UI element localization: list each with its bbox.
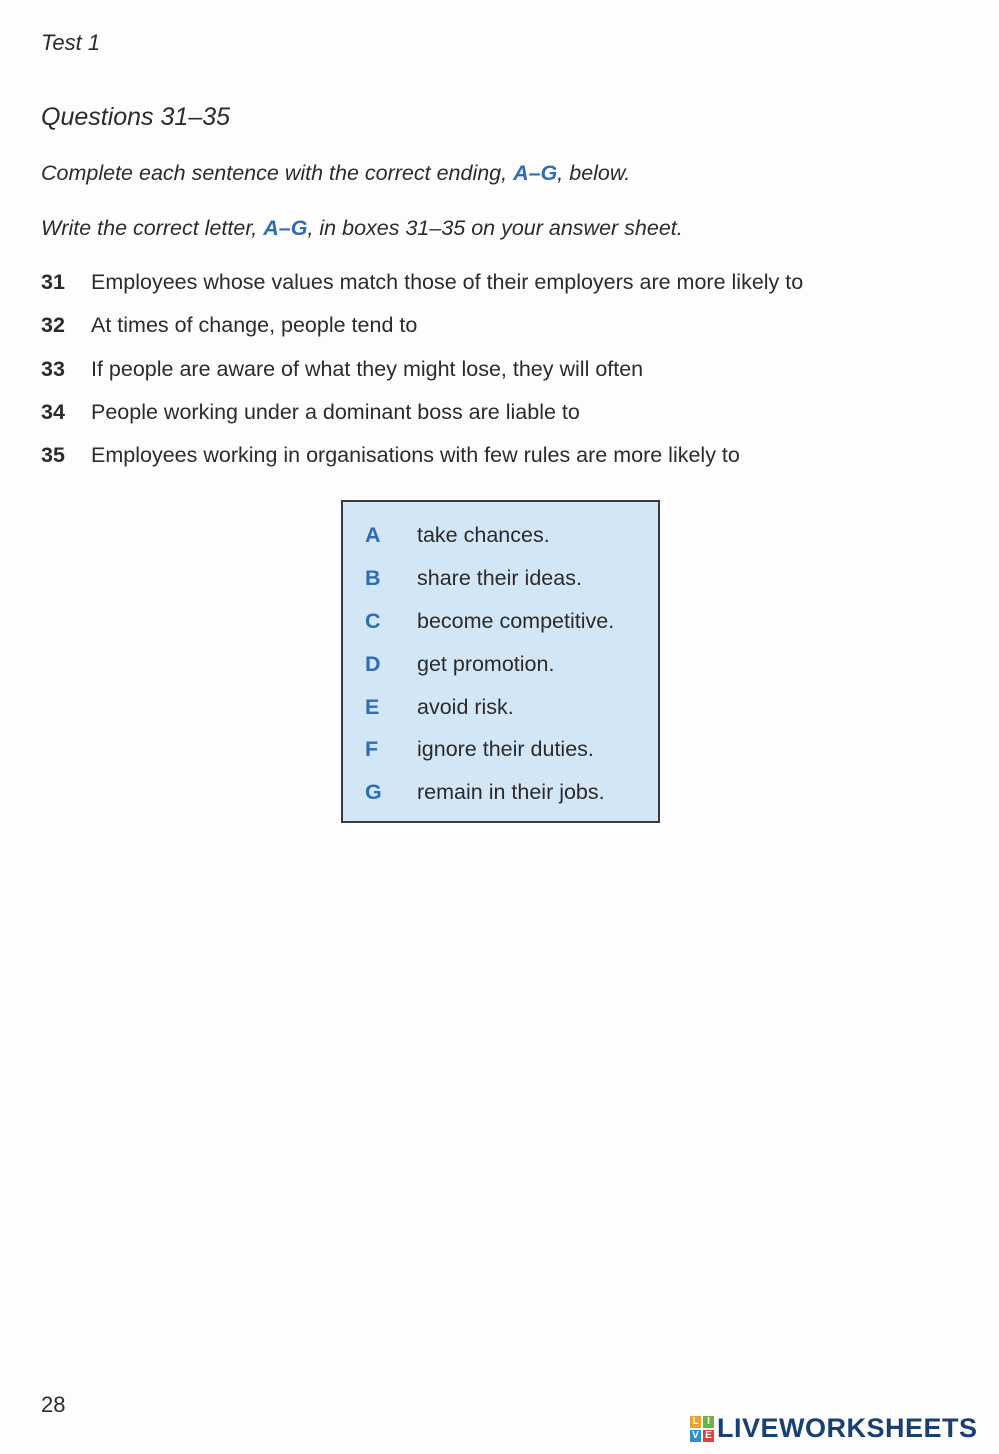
question-number: 35 (41, 443, 65, 468)
ending-text: take chances. (417, 523, 550, 547)
ending-letter: B (365, 565, 381, 590)
question-item (41, 357, 803, 400)
endings-box (341, 500, 660, 823)
brand-name: LIVEWORKSHEETS (717, 1413, 978, 1443)
ending-text: become competitive. (417, 608, 615, 633)
instruction-text: Write the correct letter, (41, 216, 264, 240)
ending-text: avoid risk. (417, 694, 514, 719)
liveworksheets-logo-icon (690, 1416, 714, 1442)
ending-item (343, 737, 614, 780)
instruction-letter-range: A–G (263, 216, 308, 240)
instruction-letter-range: A–G (513, 161, 558, 185)
instruction-text: , below. (557, 161, 631, 185)
ending-item (343, 652, 614, 695)
question-item (41, 270, 803, 313)
endings-list (343, 523, 614, 823)
logo-letter: I (703, 1416, 714, 1428)
section-heading: Questions 31–35 (41, 103, 231, 131)
question-item (41, 313, 803, 356)
logo-letter: L (690, 1416, 701, 1428)
question-number: 31 (41, 270, 65, 294)
question-text: If people are aware of what they might lose, they will often (91, 356, 644, 381)
instruction-text: , in boxes 31–35 on your answer sheet. (307, 216, 683, 240)
page-number: 28 (41, 1392, 66, 1417)
ending-text: get promotion. (417, 651, 555, 676)
ending-letter: C (365, 608, 381, 633)
ending-letter: D (365, 651, 381, 676)
question-text: Employees working in organisations with few rules are more likely to (91, 443, 740, 468)
ending-item (343, 695, 614, 738)
page-label: Test 1 (41, 30, 101, 55)
ending-text: remain in their jobs. (417, 780, 605, 805)
question-number: 34 (41, 399, 65, 424)
ending-letter: A (365, 523, 381, 547)
logo-letter: E (703, 1430, 714, 1442)
instruction-complete (41, 161, 630, 186)
question-list (41, 270, 803, 486)
ending-item (343, 609, 614, 652)
instruction-text: Complete each sentence with the correct ending, (41, 161, 514, 185)
ending-text: share their ideas. (417, 565, 582, 590)
question-text: People working under a dominant boss are liable to (91, 399, 580, 424)
ending-letter: F (365, 737, 379, 762)
ending-item (343, 523, 614, 566)
instruction-write (41, 216, 683, 241)
ending-letter: G (365, 780, 382, 805)
liveworksheets-brand (690, 1413, 978, 1444)
ending-item (343, 780, 614, 823)
ending-item (343, 566, 614, 609)
ending-text: ignore their duties. (417, 737, 594, 762)
question-number: 33 (41, 356, 65, 381)
question-number: 32 (41, 313, 65, 338)
question-text: Employees whose values match those of their employers are more likely to (91, 270, 804, 294)
question-text: At times of change, people tend to (91, 313, 418, 338)
logo-letter: V (690, 1430, 701, 1442)
question-item (41, 443, 803, 486)
question-item (41, 400, 803, 443)
ending-letter: E (365, 694, 380, 719)
